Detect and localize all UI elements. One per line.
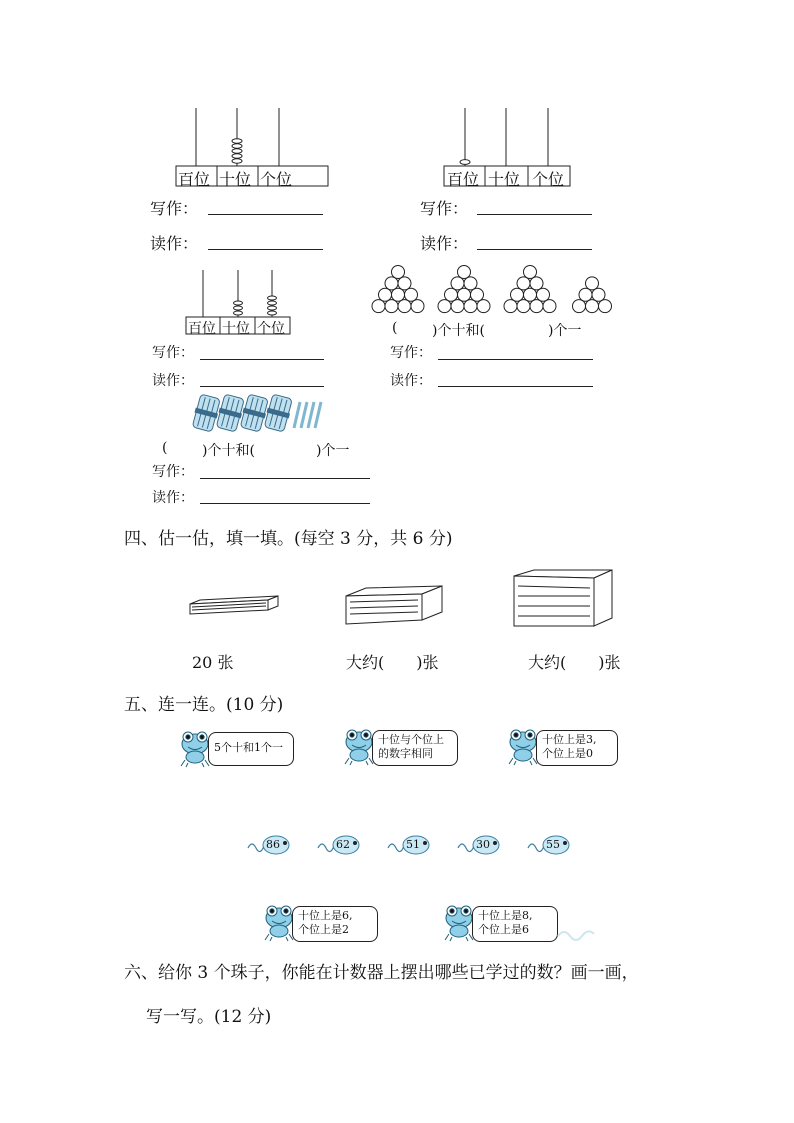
wave-decoration-icon (556, 926, 596, 942)
tadpole-number: 55 (546, 838, 560, 851)
section-6-title-line-2: 写一写。(12 分) (146, 1007, 272, 1027)
bead (392, 266, 405, 279)
frog-card-5-text-2: 个位上是6 (478, 923, 529, 936)
paper-stack-medium-icon (344, 584, 444, 628)
frog-card-4-text-2: 个位上是2 (298, 923, 349, 936)
bead (392, 288, 405, 301)
write-line-2[interactable] (477, 214, 592, 215)
bead (471, 288, 484, 301)
counter-2-tens-label: 十位 (488, 170, 521, 189)
bead (438, 300, 451, 313)
section-6-title-line-1: 六、给你 3 个珠子，你能在计数器上摆出哪些已学过的数？画一画， (124, 963, 639, 983)
paper-stack-small-icon (188, 592, 280, 622)
bead (464, 277, 477, 290)
bead (458, 266, 471, 279)
counter-1-tens-label: 十位 (219, 170, 252, 189)
section-4-title: 四、估一估，填一填。(每空 3 分，共 6 分) (124, 529, 453, 549)
counter-1 (176, 108, 328, 188)
bead (445, 288, 458, 301)
write-label-1: 写作： (150, 199, 199, 218)
frog-card-2[interactable] (342, 728, 458, 768)
read-line-1[interactable] (208, 249, 323, 250)
bead (451, 277, 464, 290)
read-line-4[interactable] (438, 386, 593, 387)
write-line-4[interactable] (438, 359, 593, 360)
bead (586, 277, 599, 290)
bead (379, 288, 392, 301)
bead (464, 300, 477, 313)
bead (398, 300, 411, 313)
beads-paren-open: ( (392, 320, 398, 336)
read-line-2[interactable] (477, 249, 592, 250)
bead (517, 277, 530, 290)
frog-card-5[interactable] (442, 904, 558, 944)
write-line-3[interactable] (200, 359, 324, 360)
sticks-tens-text: )个十和( (202, 443, 255, 459)
frog-icon (506, 728, 540, 766)
bead (579, 288, 592, 301)
bead (530, 300, 543, 313)
bead (599, 300, 612, 313)
frog-card-2-text-2: 的数字相同 (378, 747, 433, 760)
frog-icon (262, 904, 296, 942)
read-label-1: 读作： (150, 234, 199, 253)
frog-card-3[interactable] (506, 728, 618, 768)
read-line-3[interactable] (200, 386, 324, 387)
read-label-3: 读作： (152, 373, 194, 389)
beads-tens-text: )个十和( (432, 323, 485, 339)
tadpole-55[interactable] (526, 834, 572, 856)
write-label-5: 写作： (152, 464, 194, 480)
paper-estimate-2[interactable]: 大约( )张 (528, 653, 621, 672)
bead (451, 300, 464, 313)
tadpole-62[interactable] (316, 834, 362, 856)
tadpole-30[interactable] (456, 834, 502, 856)
tadpole-number: 30 (476, 838, 490, 851)
sticks-ones-text: )个一 (316, 443, 350, 459)
counter-3-hundreds-label: 百位 (188, 321, 216, 337)
paper-count-given: 20 张 (192, 653, 234, 672)
counter-2-hundreds-label: 百位 (447, 170, 480, 189)
bead (385, 300, 398, 313)
bead-triangles (368, 264, 618, 316)
counter-3-tens-label: 十位 (222, 321, 250, 337)
tadpole-51[interactable] (386, 834, 432, 856)
frog-icon (442, 904, 476, 942)
frog-card-3-text-2: 个位上是0 (542, 747, 593, 760)
bead (592, 288, 605, 301)
bead (586, 300, 599, 313)
stick-bundles (188, 394, 328, 434)
counter-3-ones-label: 个位 (257, 321, 285, 337)
bead (411, 300, 424, 313)
write-line-1[interactable] (208, 214, 323, 215)
tadpole-number: 86 (266, 838, 280, 851)
frog-card-5-text-1: 十位上是8, (478, 909, 533, 922)
bead (458, 288, 471, 301)
write-label-4: 写作： (390, 345, 432, 361)
frog-card-1-text: 5个十和1个一 (214, 741, 283, 754)
bead (517, 300, 530, 313)
bead (543, 300, 556, 313)
bead (530, 277, 543, 290)
bead (405, 288, 418, 301)
tadpole-number: 51 (406, 838, 420, 851)
paper-stack-large-icon (512, 568, 616, 630)
bead (524, 266, 537, 279)
frog-card-3-text-1: 十位上是3, (542, 733, 597, 746)
tadpole-number: 62 (336, 838, 350, 851)
beads-ones-text: )个一 (548, 323, 582, 339)
read-label-5: 读作： (152, 490, 194, 506)
counter-1-hundreds-label: 百位 (178, 170, 211, 189)
frog-icon (178, 730, 212, 768)
bead (372, 300, 385, 313)
frog-icon (342, 728, 376, 766)
write-label-2: 写作： (420, 199, 469, 218)
bead (385, 277, 398, 290)
bead (398, 277, 411, 290)
write-line-5[interactable] (200, 478, 370, 479)
section-5-title: 五、连一连。(10 分) (124, 695, 284, 715)
counter-3 (186, 270, 290, 336)
sticks-paren-open: ( (162, 440, 168, 456)
frog-card-1[interactable] (178, 730, 294, 768)
paper-estimate-1[interactable]: 大约( )张 (346, 653, 439, 672)
frog-card-2-text-1: 十位与个位上 (378, 733, 444, 746)
bead (573, 300, 586, 313)
bead (477, 300, 490, 313)
bead (537, 288, 550, 301)
frog-card-4[interactable] (262, 904, 378, 944)
read-label-4: 读作： (390, 373, 432, 389)
bead (511, 288, 524, 301)
bead (504, 300, 517, 313)
counter-2-ones-label: 个位 (532, 170, 565, 189)
tadpole-86[interactable] (246, 834, 292, 856)
read-line-5[interactable] (200, 503, 370, 504)
write-label-3: 写作： (152, 345, 194, 361)
frog-card-4-text-1: 十位上是6, (298, 909, 353, 922)
bead (524, 288, 537, 301)
read-label-2: 读作： (420, 234, 469, 253)
counter-1-ones-label: 个位 (260, 170, 293, 189)
counter-2 (444, 108, 570, 188)
